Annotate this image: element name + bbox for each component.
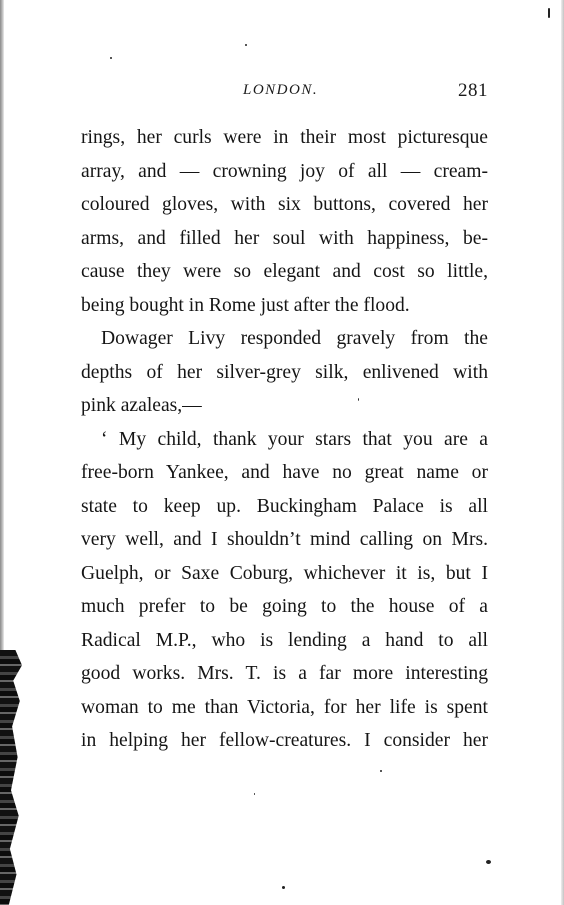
text-line: array, and — crowning joy of all — cream- (81, 160, 488, 182)
text-line: depths of her silver-grey silk, enlivened with (81, 361, 488, 383)
text-line: ‘ My child, thank your stars that you are a (101, 428, 488, 450)
text-line: being bought in Rome just after the flood. (81, 294, 410, 316)
text-line: state to keep up. Buckingham Palace is all (81, 495, 488, 517)
text-line: Radical M.P., who is lending a hand to all (81, 629, 488, 651)
scan-speck (358, 398, 359, 401)
text-line: rings, her curls were in their most picturesque (81, 127, 488, 148)
text-line: good works. Mrs. T. is a far more interesting (81, 663, 488, 684)
scan-speck (282, 886, 285, 889)
text-line: Dowager Livy responded gravely from the (101, 328, 488, 349)
scan-speck (245, 44, 247, 46)
scan-binding-shadow (0, 650, 22, 905)
text-line: woman to me than Victoria, for her life is spent (81, 696, 488, 718)
body-text (81, 121, 488, 758)
page-header (80, 78, 488, 104)
text-line: pink azaleas,— (81, 395, 202, 416)
running-head: LONDON. (243, 82, 319, 98)
scan-speck (254, 793, 255, 795)
text-line: much prefer to be going to the house of a (81, 596, 488, 617)
text-line: in helping her fellow-creatures. I consider her (81, 730, 488, 751)
scan-speck (380, 770, 382, 772)
text-line: Guelph, or Saxe Coburg, whichever it is, but I (81, 562, 488, 584)
text-line: cause they were so elegant and cost so little, (81, 261, 488, 282)
text-line: very well, and I shouldn’t mind calling on Mrs. (81, 529, 488, 550)
text-line: free-born Yankee, and have no great name or (81, 462, 488, 483)
text-line: coloured gloves, with six buttons, covered her (81, 194, 488, 215)
scan-speck (548, 8, 550, 18)
page-number: 281 (458, 80, 488, 101)
scan-speck (486, 860, 491, 864)
text-line: arms, and filled her soul with happiness, be- (81, 227, 488, 249)
scan-speck (110, 57, 112, 59)
